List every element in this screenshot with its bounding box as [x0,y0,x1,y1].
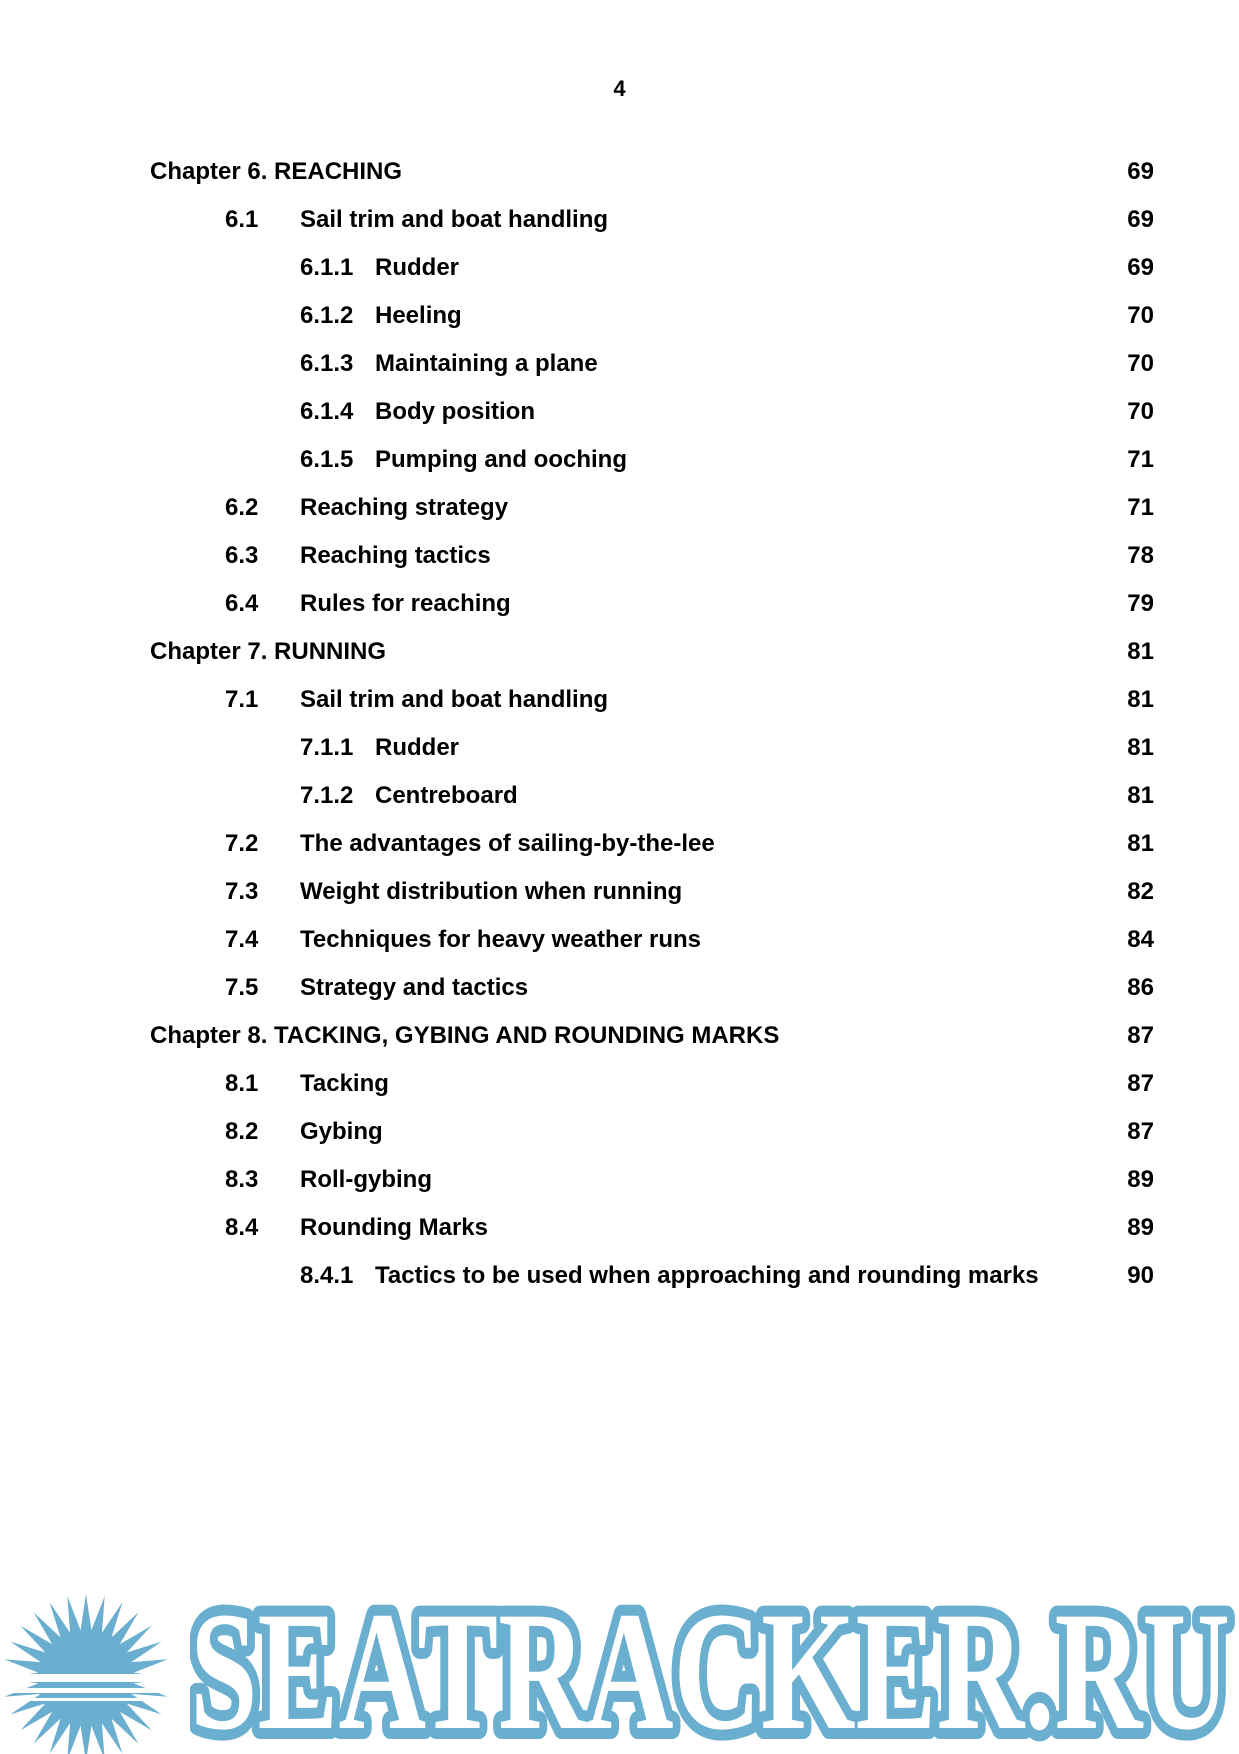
toc-section-entry[interactable] [0,868,1239,916]
toc-subsection-entry[interactable] [0,724,1239,772]
toc-entry-title: Sail trim and boat handling [300,686,609,713]
toc-subsection-entry[interactable] [0,244,1239,292]
toc-entry-number: 7.1 [225,686,259,713]
toc-entry-title: Chapter 8. TACKING, GYBING AND ROUNDING MARKS [150,1022,780,1049]
toc-entry-number: 7.1.1 [300,734,354,761]
toc-entry-title: Techniques for heavy weather runs [300,926,702,953]
toc-entry-page: 70 [1127,302,1154,329]
watermark [0,1580,1239,1754]
toc-entry-number: 6.3 [225,542,259,569]
toc-entry-number: 8.4.1 [300,1262,354,1289]
table-of-contents [0,148,1239,1300]
toc-entry-title: Reaching strategy [300,494,509,521]
toc-entry-title: Reaching tactics [300,542,491,569]
toc-entry-page: 81 [1127,830,1154,857]
toc-subsection-entry[interactable] [0,436,1239,484]
toc-section-entry[interactable] [0,1204,1239,1252]
toc-entry-number: 8.1 [225,1070,259,1097]
toc-entry-page: 81 [1127,734,1154,761]
toc-entry-number: 7.4 [225,926,259,953]
sun-icon [0,1580,180,1754]
toc-entry-title: Chapter 6. REACHING [150,158,403,185]
toc-entry-title: Tacking [300,1070,389,1097]
toc-subsection-entry[interactable] [0,1252,1239,1300]
watermark-label: SEATRACKER.RU [190,1588,1230,1748]
toc-entry-page: 81 [1127,686,1154,713]
toc-entry-title: Sail trim and boat handling [300,206,609,233]
toc-entry-number: 7.3 [225,878,259,905]
toc-section-entry[interactable] [0,1060,1239,1108]
toc-entry-title: Pumping and ooching [375,446,627,473]
toc-section-entry[interactable] [0,820,1239,868]
toc-section-entry[interactable] [0,1156,1239,1204]
toc-entry-page: 71 [1127,494,1154,521]
toc-entry-title: Chapter 7. RUNNING [150,638,387,665]
toc-entry-page: 69 [1127,158,1154,185]
sun-horizon-band [0,1688,176,1693]
toc-entry-number: 6.1.1 [300,254,354,281]
sun-horizon-band [0,1674,176,1682]
toc-entry-number: 6.1.3 [300,350,354,377]
toc-entry-title: Strategy and tactics [300,974,529,1001]
toc-entry-page: 90 [1127,1262,1154,1289]
toc-entry-page: 84 [1127,926,1154,953]
toc-subsection-entry[interactable] [0,340,1239,388]
toc-entry-page: 87 [1127,1022,1154,1049]
toc-entry-page: 71 [1127,446,1154,473]
toc-chapter-entry[interactable] [0,148,1239,196]
toc-subsection-entry[interactable] [0,772,1239,820]
toc-entry-page: 81 [1127,638,1154,665]
toc-entry-title: Roll-gybing [300,1166,432,1193]
toc-entry-page: 70 [1127,398,1154,425]
toc-entry-title: Maintaining a plane [375,350,598,377]
toc-entry-title: Rounding Marks [300,1214,489,1241]
toc-entry-title: Centreboard [375,782,518,809]
toc-section-entry[interactable] [0,196,1239,244]
toc-entry-page: 82 [1127,878,1154,905]
toc-entry-page: 86 [1127,974,1154,1001]
toc-entry-number: 7.5 [225,974,259,1001]
toc-entry-page: 79 [1127,590,1154,617]
toc-entry-page: 87 [1127,1118,1154,1145]
toc-entry-title: Rules for reaching [300,590,511,617]
toc-entry-title: Rudder [375,734,459,761]
sun-horizon-band [0,1698,176,1701]
toc-entry-page: 89 [1127,1214,1154,1241]
toc-entry-page: 89 [1127,1166,1154,1193]
toc-entry-title: Weight distribution when running [300,878,683,905]
toc-entry-number: 6.1.5 [300,446,354,473]
toc-subsection-entry[interactable] [0,388,1239,436]
toc-entry-title: The advantages of sailing-by-the-lee [300,830,715,857]
toc-chapter-entry[interactable] [0,628,1239,676]
toc-entry-number: 6.1.4 [300,398,354,425]
toc-entry-title: Body position [375,398,535,425]
toc-entry-title: Heeling [375,302,462,329]
toc-section-entry[interactable] [0,916,1239,964]
toc-chapter-entry[interactable] [0,1012,1239,1060]
toc-section-entry[interactable] [0,532,1239,580]
toc-entry-page: 78 [1127,542,1154,569]
toc-entry-number: 6.2 [225,494,259,521]
watermark-text [190,1588,1235,1748]
toc-entry-number: 7.2 [225,830,259,857]
toc-entry-number: 7.1.2 [300,782,354,809]
toc-entry-number: 6.4 [225,590,259,617]
toc-entry-page: 69 [1127,206,1154,233]
toc-entry-number: 8.4 [225,1214,259,1241]
toc-entry-page: 69 [1127,254,1154,281]
toc-entry-title: Tactics to be used when approaching and rounding marks [375,1262,1039,1289]
toc-entry-title: Rudder [375,254,459,281]
toc-entry-page: 70 [1127,350,1154,377]
toc-entry-number: 8.3 [225,1166,259,1193]
toc-entry-number: 6.1 [225,206,259,233]
toc-section-entry[interactable] [0,484,1239,532]
toc-entry-number: 6.1.2 [300,302,354,329]
toc-entry-number: 8.2 [225,1118,259,1145]
toc-entry-title: Gybing [300,1118,383,1145]
page-number: 4 [613,76,626,101]
toc-entry-page: 81 [1127,782,1154,809]
toc-section-entry[interactable] [0,580,1239,628]
toc-subsection-entry[interactable] [0,292,1239,340]
toc-section-entry[interactable] [0,1108,1239,1156]
toc-section-entry[interactable] [0,964,1239,1012]
toc-entry-page: 87 [1127,1070,1154,1097]
toc-section-entry[interactable] [0,676,1239,724]
